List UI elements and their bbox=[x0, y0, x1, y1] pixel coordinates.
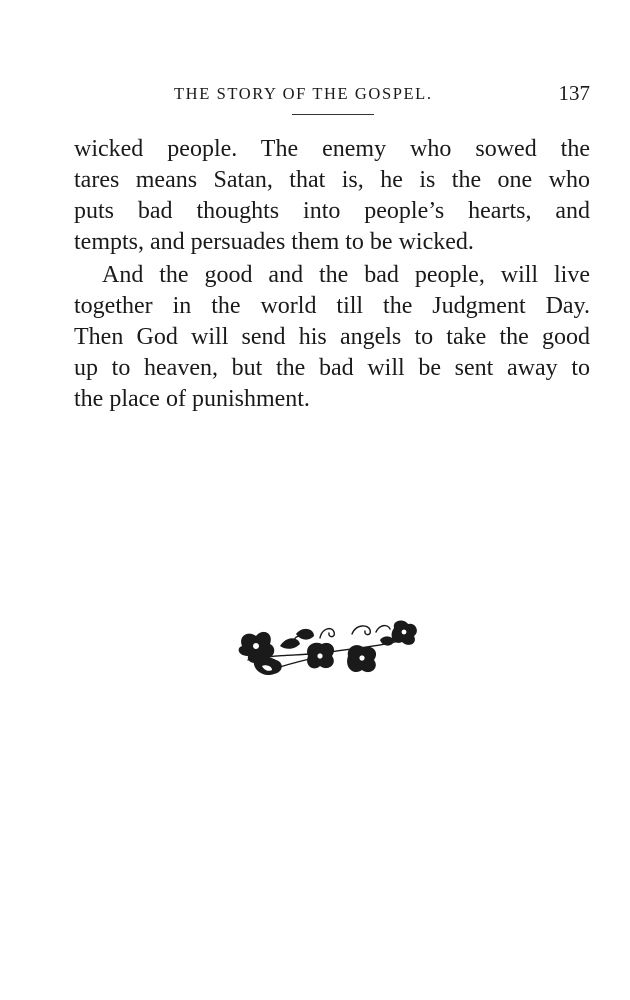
text-line: up to heaven, but the bad will be sent away to bbox=[74, 355, 590, 381]
text-line: Then God will send his angels to take the good bbox=[74, 324, 590, 350]
page-number: 137 bbox=[558, 81, 590, 105]
text-line: And the good and the bad people, will live bbox=[102, 262, 590, 288]
running-title: THE STORY OF THE GOSPEL. bbox=[174, 84, 433, 103]
text-line: together in the world till the Judgment Day. bbox=[74, 293, 590, 319]
floral-vine-ornament-icon bbox=[234, 616, 420, 682]
paragraph-1 bbox=[74, 134, 590, 258]
running-head bbox=[74, 82, 590, 112]
text-line: wicked people. The enemy who sowed the bbox=[74, 136, 590, 162]
text-line: the place of punishment. bbox=[74, 386, 310, 412]
header-rule bbox=[292, 114, 374, 115]
text-line: tares means Satan, that is, he is the one who bbox=[74, 167, 590, 193]
paragraph-2 bbox=[74, 260, 590, 415]
text-line: tempts, and persuades them to be wicked. bbox=[74, 229, 474, 255]
body-text bbox=[74, 134, 590, 415]
text-line: puts bad thoughts into people’s hearts, and bbox=[74, 198, 590, 224]
